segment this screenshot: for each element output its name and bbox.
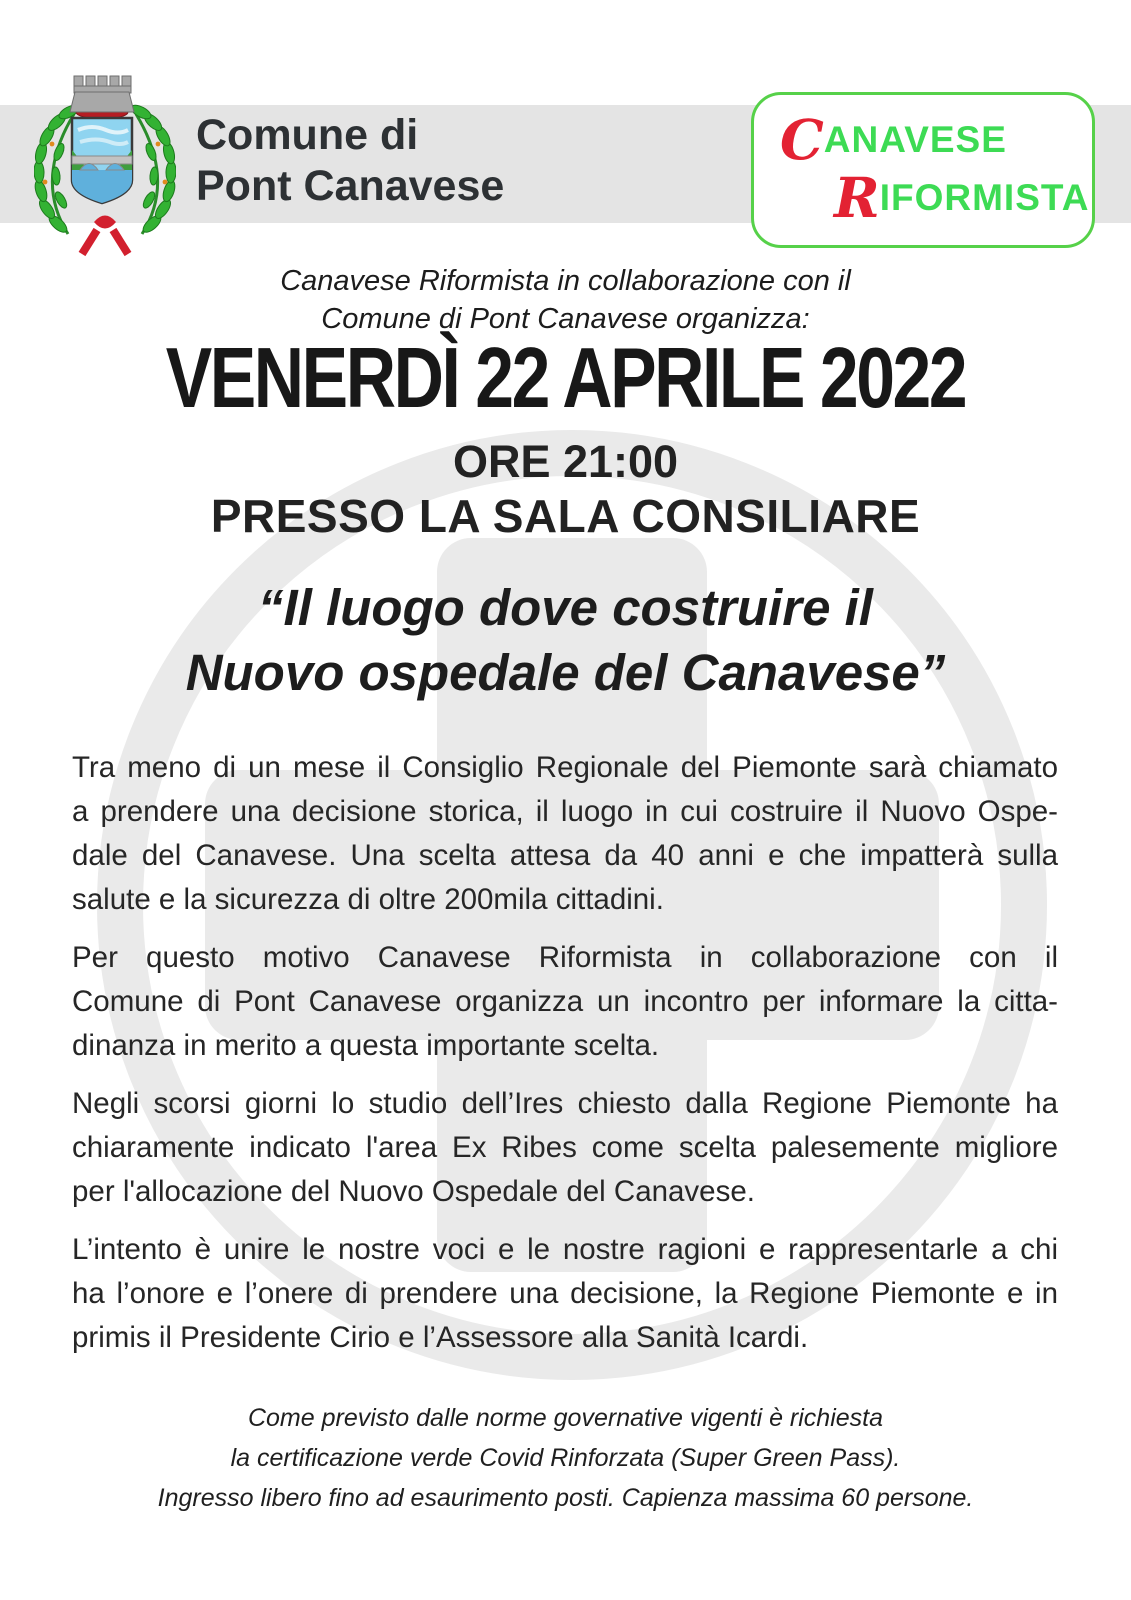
canavese-riformista-logo [751,92,1095,248]
event-venue: PRESSO LA SALA CONSILIARE [210,490,921,542]
event-date-title: VENERDÌ 22 APRILE 2022 [165,331,966,426]
logo-rest-anavese: ANAVESE [823,119,1007,160]
logo-line-canavese [780,107,1007,172]
event-date-title-wrap [0,331,1131,426]
intro-text: Canavese Riformista in collaborazione con il Comune di Pont Canavese organizza: [280,265,851,335]
municipality-line1: Comune di [196,111,419,159]
municipal-coat-of-arms-icon [34,72,176,260]
logo-line-riformista [834,165,1089,230]
event-topic-quote: “Il luogo dove costruire il Nuovo ospedale del Canavese” [185,579,946,701]
municipality-line2: Pont Canavese [196,162,505,210]
paragraph-3: Negli scorsi giorni lo studio dell’Ires chiesto dalla Regione Piemonte ha chiaramente indicato l'area Ex Ribes come scelta palesemente migliore per l'allocazione del Nuovo Ospedale del Canavese. [72,1087,1058,1208]
event-time: ORE 21:00 [452,436,679,487]
logo-initial-c: C [780,107,824,172]
municipality-name [196,110,504,212]
paragraph-4: L’intento è unire le nostre voci e le nostre ragioni e rappresentarle a chi ha l’onore e l’onere di prendere una decisione, la Regione Piemonte e in primis il Presidente Cirio e l’Assessore alla Sanità Icardi. [72,1233,1058,1354]
covid-notice: Come previsto dalle norme governative vigenti è richiesta la certificazione verde Covid Rinforzata (Super Green Pass). Ingresso libero fino ad esaurimento posti. Capienza massima 60 persone. [157,1404,974,1512]
logo-rest-iformista: IFORMISTA [879,177,1090,218]
paragraph-2: Per questo motivo Canavese Riformista in collaborazione con il Comune di Pont Canavese organizza un incontro per informare la citta- dinanza in merito a questa importante scelta. [72,941,1058,1062]
paragraph-1: Tra meno di un mese il Consiglio Regionale del Piemonte sarà chiamato a prendere una decisione storica, il luogo in cui costruire il Nuovo Ospe- dale del Canavese. Una scelta attesa da 40 anni e che impatterà sulla salute e la sicurezza di oltre 200mila cittadini. [72,751,1058,916]
logo-initial-r: R [834,165,880,230]
body-text [72,746,1058,1374]
